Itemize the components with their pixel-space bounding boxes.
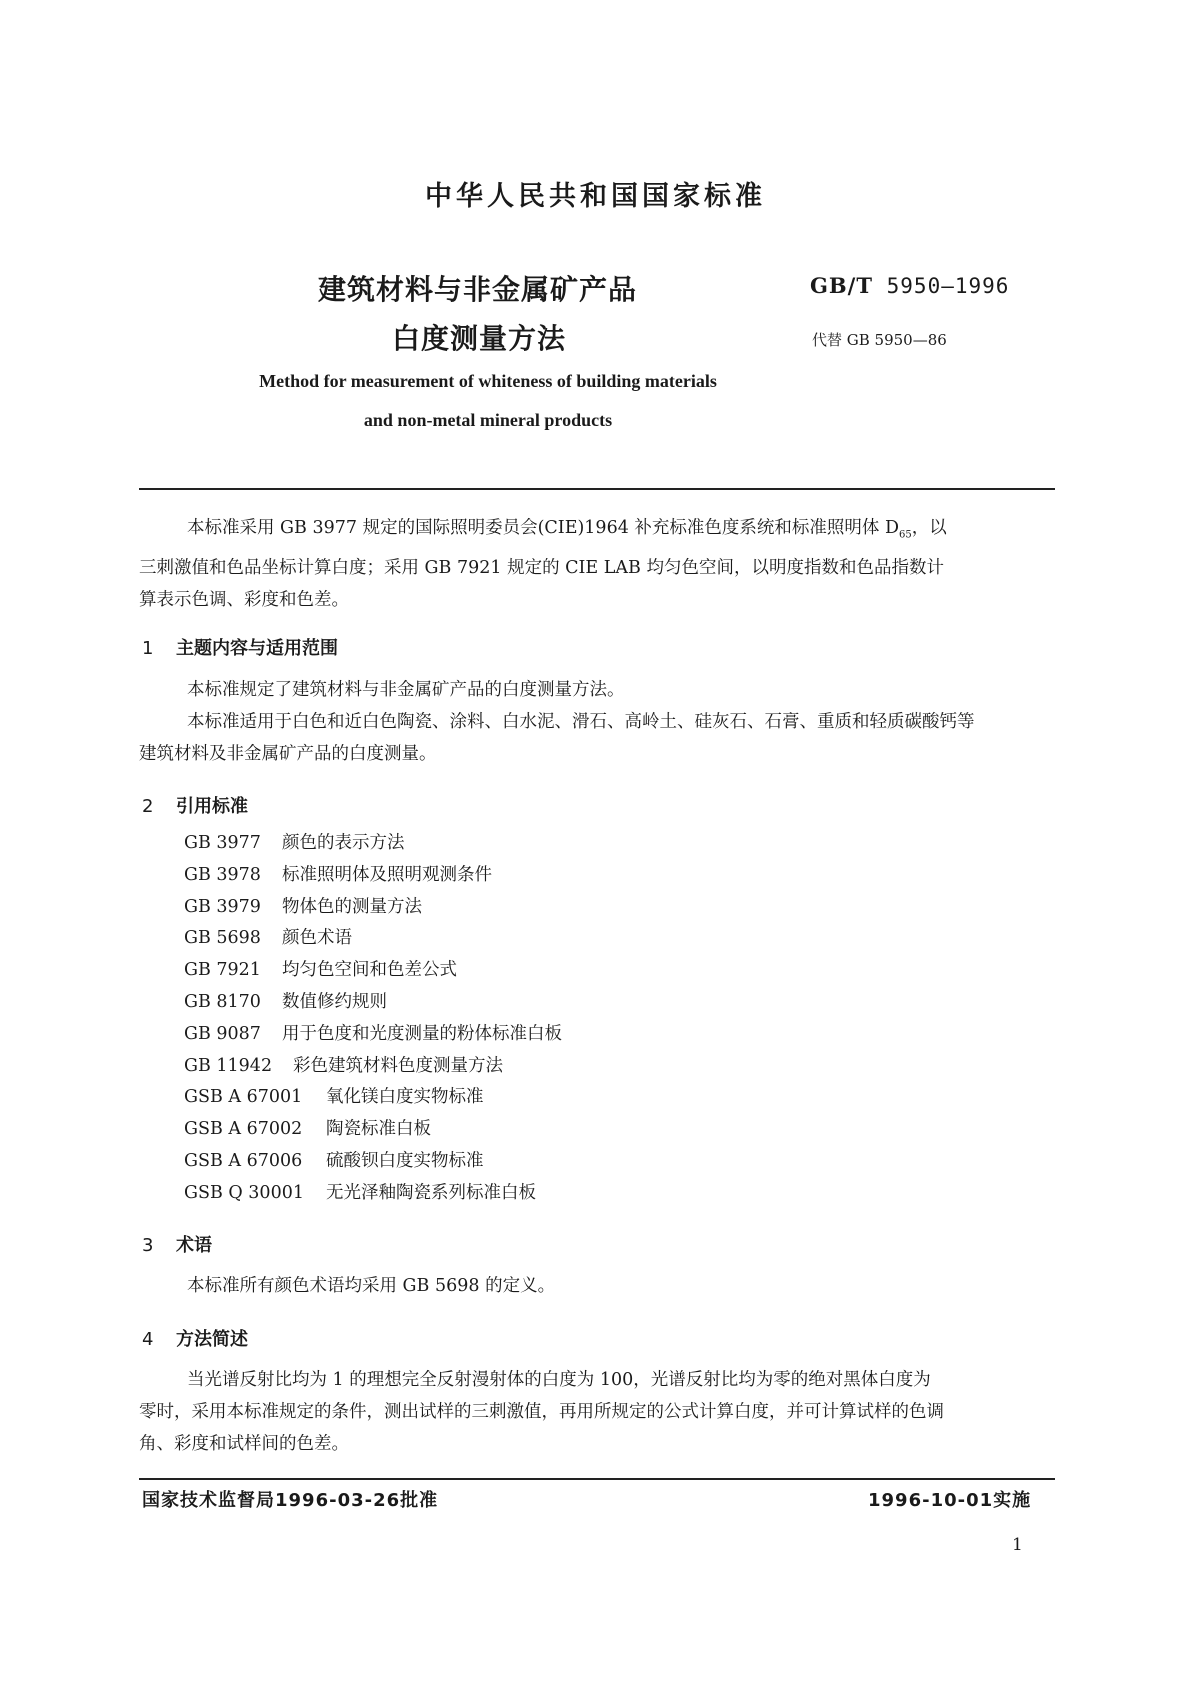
section-4-line-2: 零时，采用本标准规定的条件，测出试样的三刺激值，再用所规定的公式计算白度，并可计算试样的色调 [139,1402,944,1422]
section-3-line-1: 本标准所有颜色术语均采用 GB 5698 的定义。 [187,1276,556,1296]
reference-code: GSB Q 30001 [184,1182,304,1203]
section-number: 2 [142,796,154,817]
replaces-standard: 代替 GB 5950—86 [812,331,947,349]
english-title-line1: Method for measurement of whiteness of building materials [259,371,717,391]
standard-number [810,273,1009,298]
reference-item [184,860,562,892]
reference-code: GB 9087 [184,1023,261,1044]
reference-item [184,1178,562,1210]
reference-item [184,1051,562,1083]
reference-item [184,1114,562,1146]
reference-name: 用于色度和光度测量的粉体标准白板 [282,1023,562,1044]
reference-name: 无光泽釉陶瓷系列标准白板 [326,1182,536,1203]
section-title: 引用标准 [176,796,248,817]
reference-item [184,1082,562,1114]
intro-line-1 [139,512,1055,552]
reference-name: 陶瓷标准白板 [326,1119,431,1140]
reference-name: 物体色的测量方法 [282,896,422,917]
intro-line-2: 三刺激值和色品坐标计算白度；采用 GB 7921 规定的 CIE LAB 均匀色空间，以明度指数和色品指数计 [139,557,944,578]
section-4-body [139,1364,1055,1460]
illuminant-subscript: 65 [899,529,912,541]
intro-line-1-text: 本标准采用 GB 3977 规定的国际照明委员会(CIE)1964 补充标准色度系统和标准照明体 D [187,518,899,538]
reference-name: 均匀色空间和色差公式 [282,960,457,981]
intro-line-1-tail: ，以 [911,518,947,538]
section-4-heading [142,1325,248,1351]
reference-code: GSB A 67006 [184,1150,303,1171]
reference-code: GB 3978 [184,864,261,885]
section-1-line-1: 本标准规定了建筑材料与非金属矿产品的白度测量方法。 [187,680,625,700]
reference-name: 颜色术语 [282,928,352,949]
header-divider [139,488,1055,490]
reference-name: 氧化镁白度实物标准 [326,1087,484,1108]
approval-date: 国家技术监督局1996-03-26批准 [142,1490,439,1511]
reference-name: 硫酸钡白度实物标准 [326,1150,484,1171]
reference-item [184,955,562,987]
section-1-heading [142,634,338,660]
reference-name: 彩色建筑材料色度测量方法 [293,1055,503,1076]
section-number: 3 [142,1235,154,1256]
reference-name: 数值修约规则 [282,991,387,1012]
section-number: 4 [142,1329,154,1350]
section-number: 1 [142,638,154,659]
reference-code: GB 5698 [184,928,261,949]
intro-paragraph [139,512,1055,616]
reference-code: GSB A 67002 [184,1119,303,1140]
section-1-body [139,674,1055,770]
section-3-heading [142,1231,212,1257]
reference-item [184,987,562,1019]
section-title: 主题内容与适用范围 [176,638,338,659]
english-title-line2: and non-metal mineral products [363,410,613,430]
document-title-line1: 建筑材料与非金属矿产品 [318,273,638,306]
footer-divider [139,1478,1055,1480]
reference-item [184,923,562,955]
reference-code: GB 8170 [184,991,261,1012]
reference-name: 标准照明体及照明观测条件 [282,864,492,885]
reference-item [184,1146,562,1178]
section-1-line-2: 本标准适用于白色和近白色陶瓷、涂料、白水泥、滑石、高岭土、硅灰石、石膏、重质和轻质碳酸钙等 [187,712,975,732]
reference-code: GB 3979 [184,896,261,917]
section-title: 方法简述 [176,1329,248,1350]
reference-code: GSB A 67001 [184,1087,303,1108]
standard-prefix: GB/T [810,273,873,298]
effective-date: 1996-10-01实施 [868,1490,1032,1511]
section-4-line-1: 当光谱反射比均为 1 的理想完全反射漫射体的白度为 100，光谱反射比均为零的绝对黑体白度为 [187,1370,931,1390]
reference-name: 颜色的表示方法 [282,833,405,853]
section-title: 术语 [176,1235,212,1256]
intro-line-3: 算表示色调、彩度和色差。 [139,589,349,610]
reference-code: GB 3977 [184,833,261,853]
reference-item [184,1019,562,1051]
national-standard-heading: 中华人民共和国国家标准 [425,181,766,212]
section-3-body [139,1270,1055,1302]
reference-item [184,828,562,860]
reference-item [184,892,562,924]
reference-list [184,828,562,1210]
section-2-heading [142,792,248,818]
standard-number-value: 5950—1996 [886,274,1010,298]
page-number: 1 [1012,1535,1023,1555]
document-title-line2: 白度测量方法 [392,322,567,355]
section-1-line-3: 建筑材料及非金属矿产品的白度测量。 [139,744,437,764]
reference-code: GB 7921 [184,960,261,981]
reference-code: GB 11942 [184,1055,273,1076]
section-4-line-3: 角、彩度和试样间的色差。 [139,1434,349,1454]
